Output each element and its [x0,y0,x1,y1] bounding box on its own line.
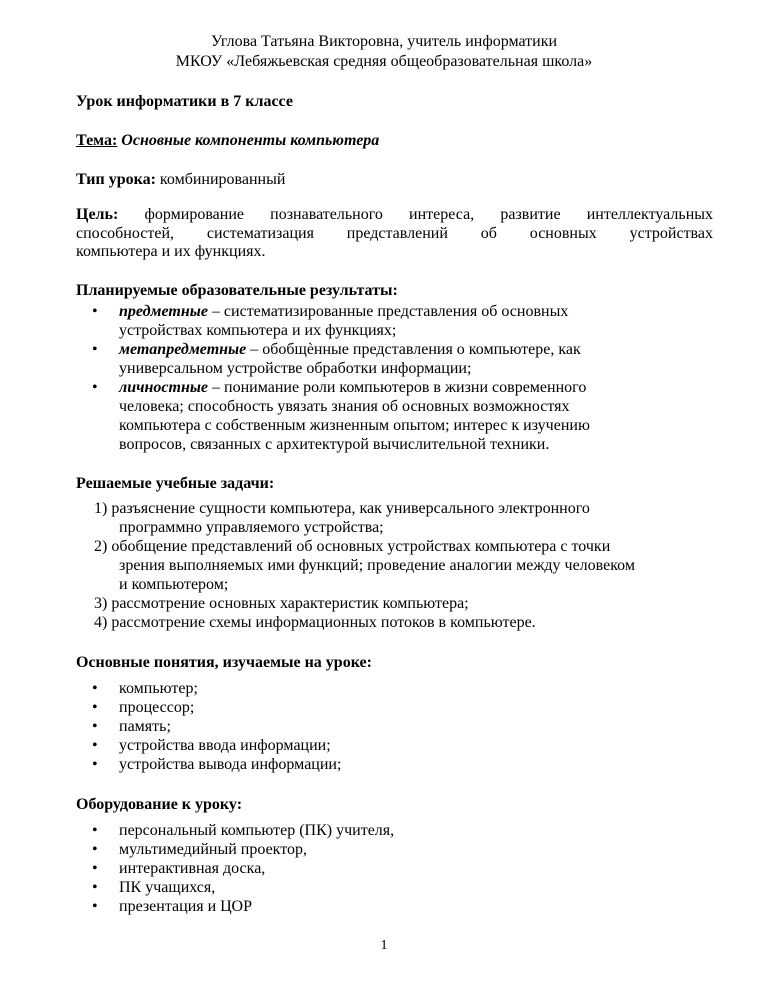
bullet-icon: • [92,680,98,697]
result-term: личностные [119,379,209,396]
lesson-type-line [76,170,285,189]
topic-line [76,131,379,150]
bullet-icon: • [92,303,98,320]
task-line: 1) разъяснение сущности компьютера, как универсального электронного [94,500,590,517]
lesson-type-value: комбинированный [155,171,286,188]
bullet-icon: • [92,879,98,896]
goal-line-2: способностей, систематизация представлений об основных устройствах [76,225,713,242]
result-term: предметные [119,303,208,320]
topic-value: Основные компоненты компьютера [121,132,380,149]
header-school: МКОУ «Лебяжьевская средняя общеобразовательная школа» [175,53,593,70]
topic-label: Тема: [76,132,118,149]
header-author: Углова Татьяна Викторовна, учитель информатики [210,33,558,50]
results-item-meta [119,340,581,359]
concept-item: устройства вывода информации; [119,756,342,773]
task-line: 3) рассмотрение основных характеристик компьютера; [94,595,469,612]
bullet-icon: • [92,737,98,754]
equipment-item: мультимедийный проектор, [119,841,308,858]
bullet-icon: • [92,898,98,915]
result-text-continued: устройствах компьютера и их функциях; [119,322,397,339]
equipment-item: презентация и ЦОР [119,898,252,915]
task-line: 2) обобщение представлений об основных устройствах компьютера с точки [94,538,611,555]
equipment-item: персональный компьютер (ПК) учителя, [119,822,395,839]
goal-text-1: формирование познавательного интереса, развитие интеллектуальных [118,206,713,223]
result-text-continued: компьютера с собственным жизненным опытом; интерес к изучению [119,417,590,434]
lesson-title: Урок информатики в 7 классе [76,93,293,110]
results-item-personal [119,378,586,397]
bullet-icon: • [92,718,98,735]
task-line: 4) рассмотрение схемы информационных потоков в компьютере. [94,614,536,631]
bullet-icon: • [92,756,98,773]
bullet-icon: • [92,379,98,396]
result-text-continued: человека; способность увязать знания об основных возможностях [119,398,570,415]
result-term: метапредметные [119,341,247,358]
bullet-icon: • [92,860,98,877]
concept-item: компьютер; [119,680,198,697]
task-line: и компьютером; [119,576,229,593]
bullet-icon: • [92,841,98,858]
results-item-subject [119,302,568,321]
bullet-icon: • [92,341,98,358]
goal-line-1 [76,205,713,224]
bullet-icon: • [92,699,98,716]
equipment-item: интерактивная доска, [119,860,266,877]
result-text-continued: вопросов, связанных с архитектурой вычислительной техники. [119,436,550,453]
concept-item: устройства ввода информации; [119,737,331,754]
tasks-heading: Решаемые учебные задачи: [76,475,275,492]
result-text: – систематизированные представления об основных [211,303,569,320]
equipment-item: ПК учащихся, [119,879,216,896]
results-heading: Планируемые образовательные результаты: [76,282,398,299]
goal-label: Цель: [76,206,119,223]
result-text: – обобщѐнные представления о компьютере, как [250,341,581,358]
concept-item: память; [119,718,171,735]
equipment-heading: Оборудование к уроку: [76,796,243,813]
bullet-icon: • [92,822,98,839]
page-number: 1 [380,938,388,953]
result-text: – понимание роли компьютеров в жизни современного [212,379,587,396]
goal-line-3: компьютера и их функциях. [76,243,266,260]
lesson-type-label: Тип урока: [76,171,156,188]
task-line: зрения выполняемых ими функций; проведение аналогии между человеком [119,557,635,574]
result-text-continued: универсальном устройстве обработки информации; [119,360,472,377]
concept-item: процессор; [119,699,195,716]
concepts-heading: Основные понятия, изучаемые на уроке: [76,654,372,671]
task-line: программно управляемого устройства; [119,519,384,536]
